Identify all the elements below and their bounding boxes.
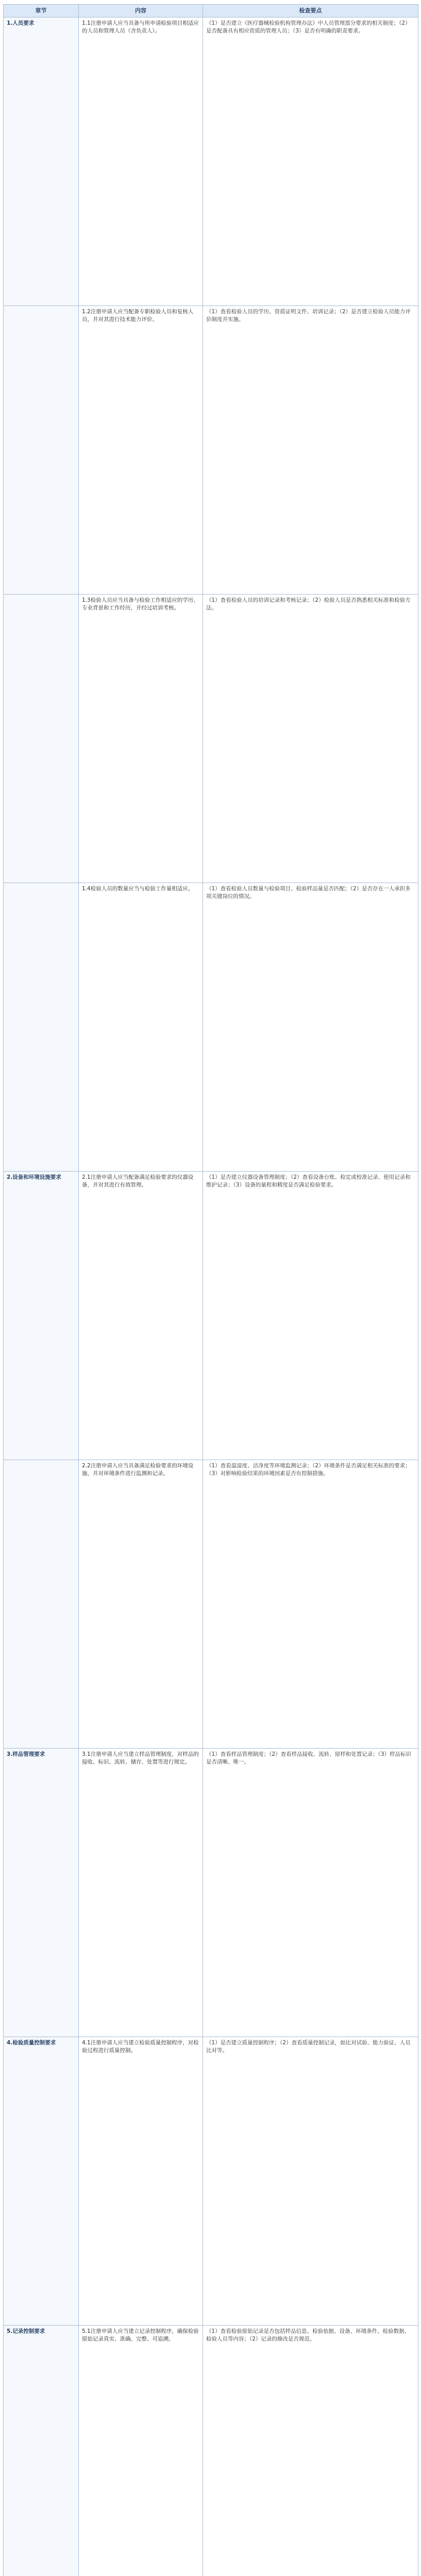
header-content: 内容 xyxy=(79,5,203,18)
checklist-table xyxy=(3,4,418,2576)
table-header-row xyxy=(4,5,418,18)
points-cell: （1）查看检验原始记录是否包括样品信息、检验依据、设备、环境条件、检验数据、检验人员等内容；（2）记录的修改是否规范。 xyxy=(203,2326,418,2576)
table-row xyxy=(4,1749,418,2037)
table-row xyxy=(4,18,418,306)
section-cell xyxy=(4,1460,79,1749)
content-cell: 1.3检验人员应当具备与检验工作相适应的学历、专业背景和工作经历，并经过培训考核。 xyxy=(79,595,203,883)
content-cell: 2.1注册申请人应当配备满足检验要求的仪器设备，并对其进行有效管理。 xyxy=(79,1172,203,1460)
table-row xyxy=(4,595,418,883)
table-row xyxy=(4,2326,418,2576)
points-cell: （1）是否建立仪器设备管理制度；（2）查看设备台账、检定或校准记录、使用记录和维护记录；（3）设备的量程和精度是否满足检验要求。 xyxy=(203,1172,418,1460)
table-row xyxy=(4,1172,418,1460)
table-row xyxy=(4,2037,418,2326)
section-cell: 2.设备和环境设施要求 xyxy=(4,1172,79,1460)
checklist-sheet xyxy=(3,4,418,2576)
section-cell: 4.检验质量控制要求 xyxy=(4,2037,79,2326)
content-cell: 3.1注册申请人应当建立样品管理制度，对样品的接收、标识、流转、储存、处置等进行规定。 xyxy=(79,1749,203,2037)
content-cell: 5.1注册申请人应当建立记录控制程序，确保检验原始记录真实、准确、完整、可追溯。 xyxy=(79,2326,203,2576)
header-points: 检查要点 xyxy=(203,5,418,18)
table-row xyxy=(4,1460,418,1749)
header-section: 章节 xyxy=(4,5,79,18)
content-cell: 1.4检验人员的数量应当与检验工作量相适应。 xyxy=(79,883,203,1172)
section-cell xyxy=(4,595,79,883)
points-cell: （1）是否建立质量控制程序；（2）查看质量控制记录，如比对试验、能力验证、人员比对等。 xyxy=(203,2037,418,2326)
content-cell: 1.2注册申请人应当配备专职检验人员和复核人员，并对其进行技术能力评价。 xyxy=(79,306,203,595)
points-cell: （1）查看温湿度、洁净度等环境监测记录；（2）环境条件是否满足相关标准的要求；（3）对影响检验结果的环境因素是否有控制措施。 xyxy=(203,1460,418,1749)
section-cell xyxy=(4,306,79,595)
content-cell: 2.2注册申请人应当具备满足检验要求的环境设施，并对环境条件进行监测和记录。 xyxy=(79,1460,203,1749)
section-cell: 1.人员要求 xyxy=(4,18,79,306)
points-cell: （1）查看检验人员数量与检验项目、检验样品量是否匹配；（2）是否存在一人承担多项关键岗位的情况。 xyxy=(203,883,418,1172)
content-cell: 1.1注册申请人应当具备与所申请检验项目相适应的人员和管理人员（含负责人）。 xyxy=(79,18,203,306)
points-cell: （1）查看检验人员的培训记录和考核记录；（2）检验人员是否熟悉相关标准和检验方法。 xyxy=(203,595,418,883)
table-row xyxy=(4,883,418,1172)
points-cell: （1）是否建立《医疗器械检验机构管理办法》中人员管理部分要求的相关制度；（2）是否配备具有相应资质的管理人员；（3）是否有明确的职责要求。 xyxy=(203,18,418,306)
section-cell: 3.样品管理要求 xyxy=(4,1749,79,2037)
section-cell xyxy=(4,883,79,1172)
section-cell: 5.记录控制要求 xyxy=(4,2326,79,2576)
content-cell: 4.1注册申请人应当建立检验质量控制程序，对检验过程进行质量控制。 xyxy=(79,2037,203,2326)
points-cell: （1）查看样品管理制度；（2）查看样品接收、流转、留样和处置记录；（3）样品标识是否清晰、唯一。 xyxy=(203,1749,418,2037)
points-cell: （1）查看检验人员的学历、资质证明文件、培训记录；（2）是否建立检验人员能力评价制度并实施。 xyxy=(203,306,418,595)
table-row xyxy=(4,306,418,595)
